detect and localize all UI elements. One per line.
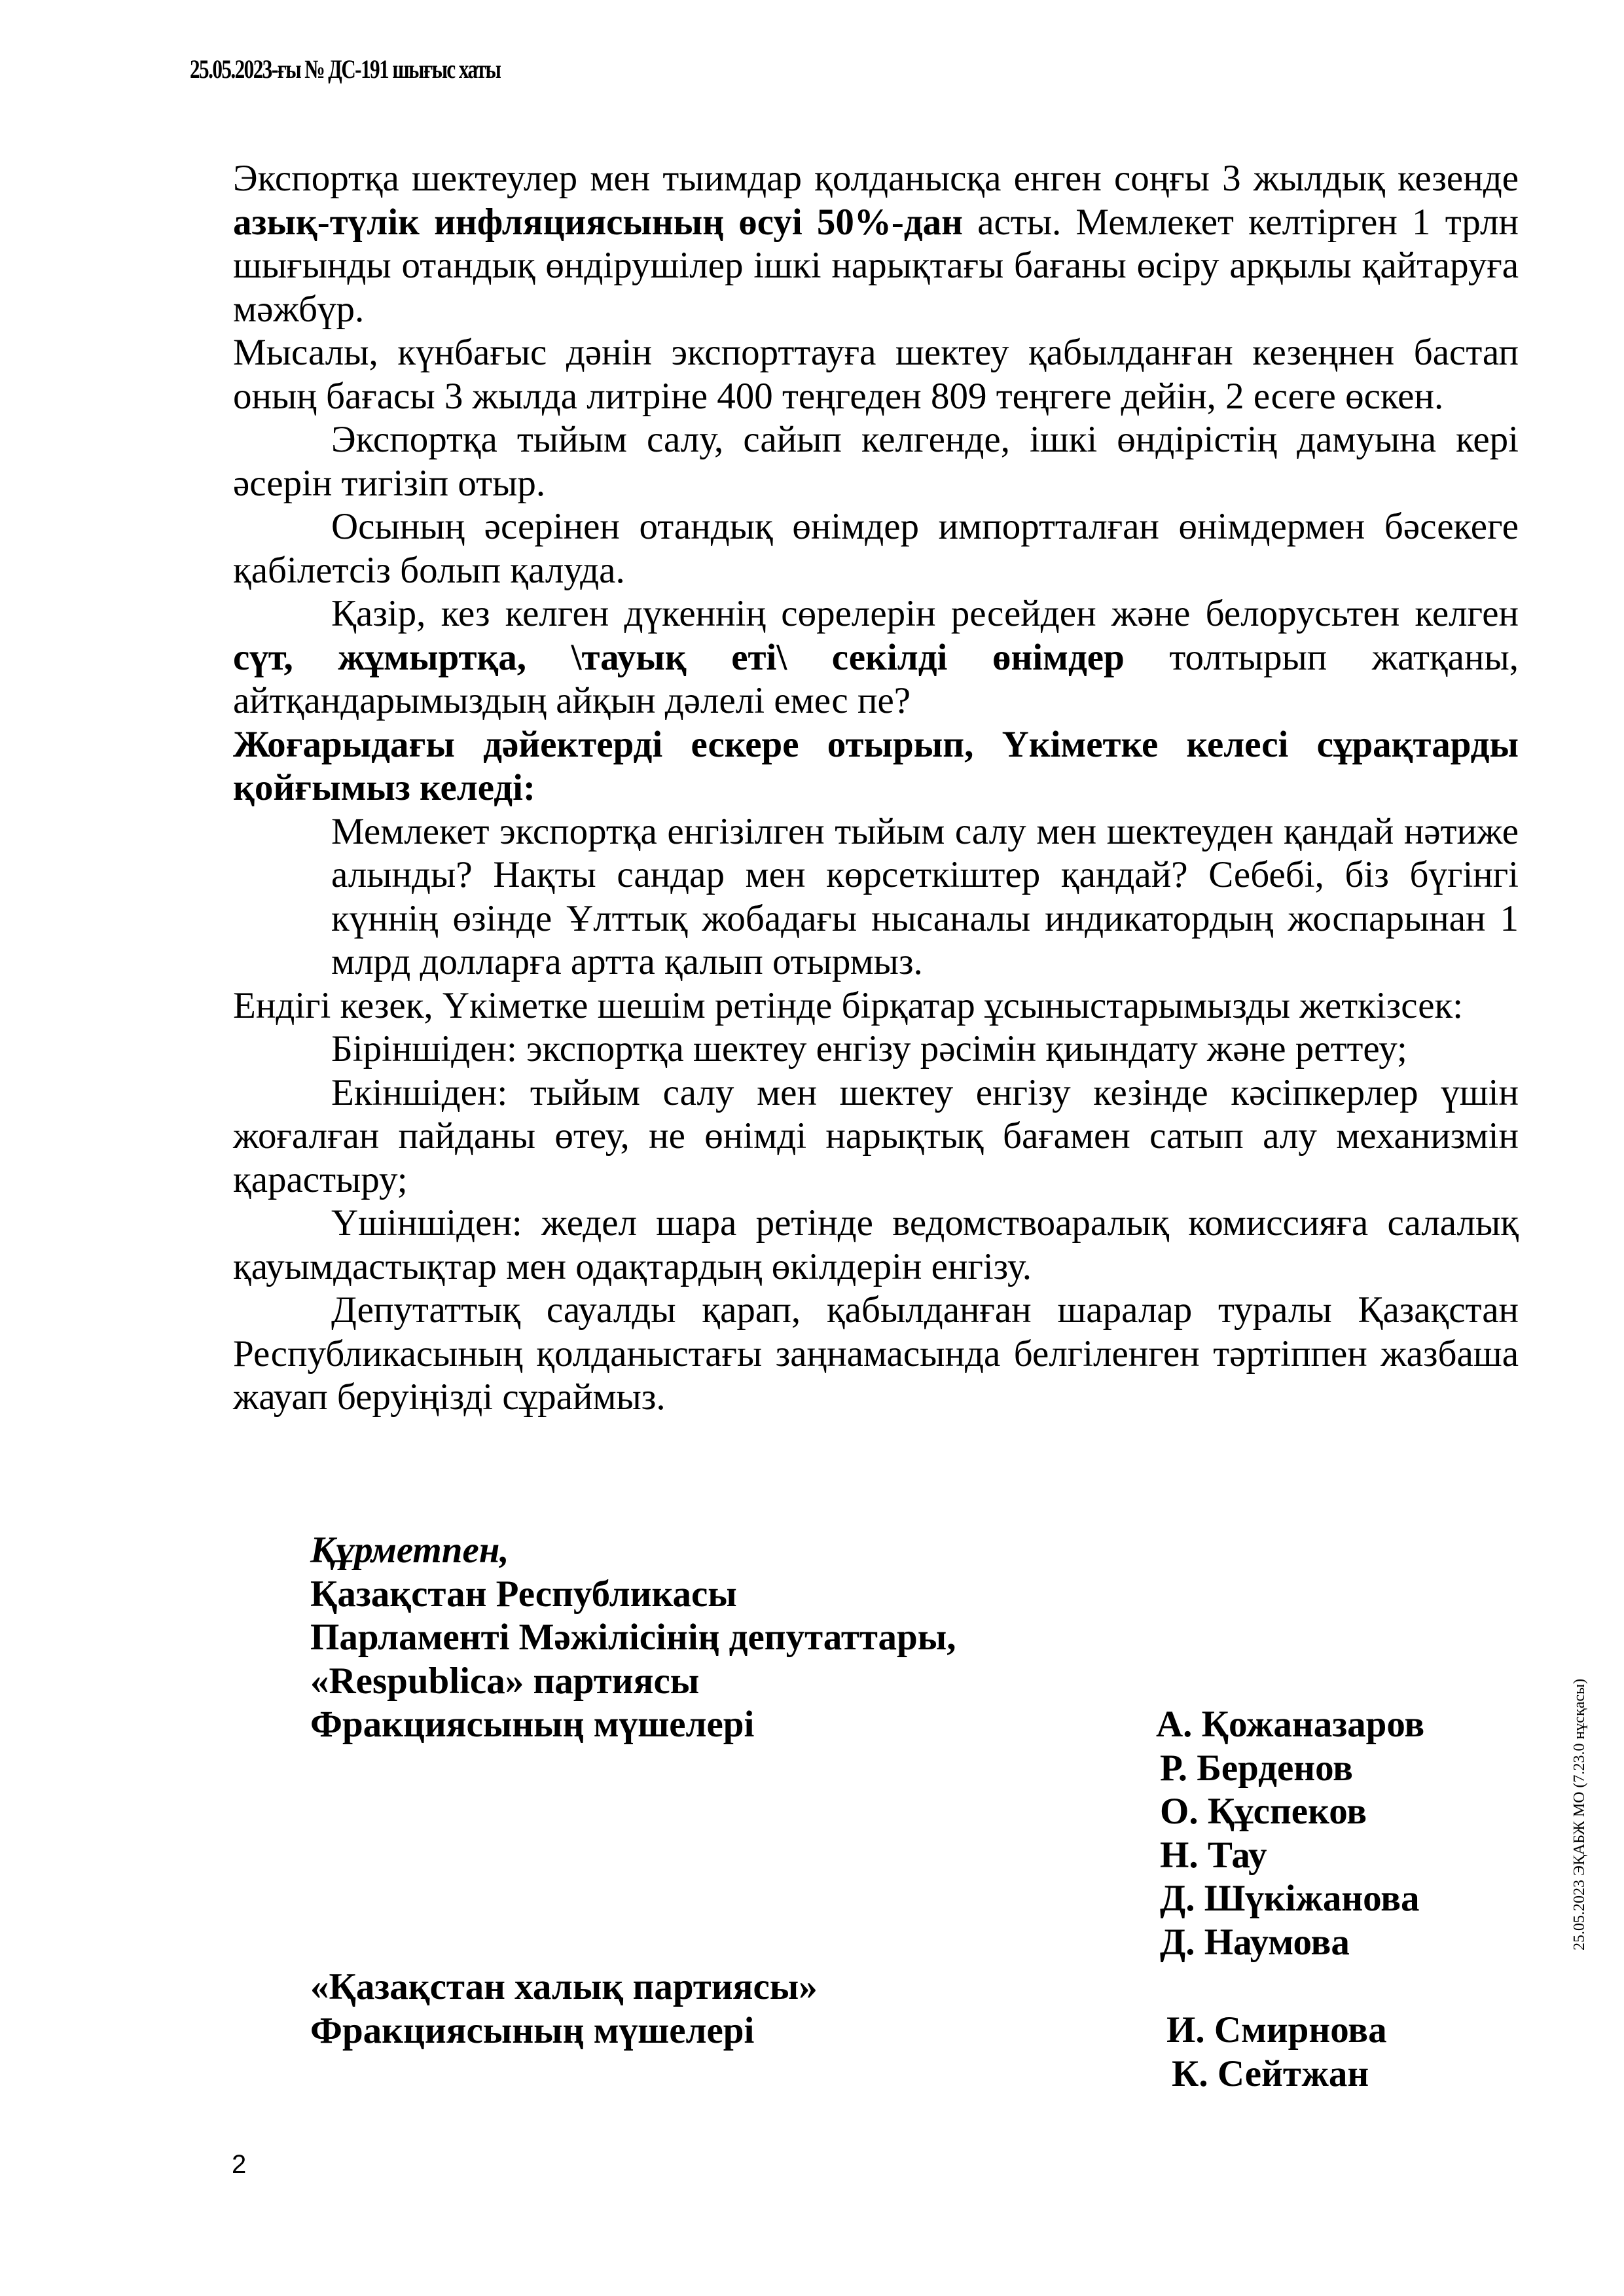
paragraph-questions-intro: Жоғарыдағы дәйектерді ескере отырып, Үкіметке келесі сұрақтарды қойғымыз келеді:	[233, 723, 1519, 808]
signature-block	[310, 1529, 956, 1747]
letter-body	[233, 157, 1519, 1420]
names-group-people-party	[1166, 2009, 1387, 2096]
page-number: 2	[232, 2150, 247, 2179]
proposal-second: Екіншіден: тыйым салу мен шектеу енгізу кезінде кәсіпкерлер үшін жоғалған пайданы өтеу, не өнімді нарықтық бағамен сатып алу механизмін қарастыру;	[233, 1071, 1519, 1200]
bold-emphasis: азық-түлік инфляциясының өсуі 50%-дан	[233, 201, 964, 243]
deputy-name: О. Құспеков	[1160, 1791, 1367, 1832]
signature-line: Қазақстан Республикасы	[310, 1573, 737, 1615]
paragraph-sunflower-example: Мысалы, күнбағыс дәнін экспорттауға шектеу қабылданған кезеңнен бастап оның бағасы 3 жылда литріне 400 теңгеден 809 теңгеге дейін, 2 есеге өскен.	[233, 332, 1519, 417]
signature-greeting: Құрметпен,	[310, 1530, 509, 1571]
paragraph-text: асты. Мемлекет келтірген 1 трлн шығынды отандық өндірушілер ішкі нарықтағы бағаны өсіру арқылы қайтаруға мәжбүр.	[233, 201, 1519, 330]
names-group-respublica	[1156, 1703, 1424, 1964]
deputy-name: Д. Наумова	[1160, 1921, 1350, 1963]
paragraph-competitiveness: Осының әсерінен отандық өнімдер импортталған өнімдермен бәсекеге қабілетсіз болып қалуда.	[233, 506, 1519, 591]
paragraph-store-shelves	[233, 592, 1519, 723]
deputy-name: А. Қожаназаров	[1156, 1704, 1425, 1745]
deputy-name: Д. Шүкіжанова	[1160, 1878, 1420, 1919]
signature-block-people-party	[310, 1965, 818, 2053]
paragraph-question: Мемлекет экспортқа енгізілген тыйым салу мен шектеуден қандай нәтиже алынды? Нақты сандар мен көрсеткіштер қандай? Себебі, біз бүгінгі күннің өзінде Ұлттық жобадағы нысаналы индикатордың жоспарынан 1 млрд долларға артта қалып отырмыз.	[331, 810, 1519, 982]
registration-stamp: 25.05.2023 ЭҚАБЖ МО (7.23.0 нұсқасы)	[1571, 1678, 1588, 1950]
deputy-name: К. Сейтжан	[1172, 2053, 1369, 2094]
deputy-name: Р. Берденов	[1160, 1747, 1353, 1789]
document-reference-header: 25.05.2023-ғы № ДС-191 шығыс хаты	[190, 54, 501, 84]
paragraph-text: Экспортқа шектеулер мен тыимдар қолданысқа енген соңғы 3 жылдық кезенде	[233, 158, 1519, 199]
signature-line: «Қазақстан халық партиясы»	[310, 1966, 818, 2007]
deputy-name: И. Смирнова	[1166, 2009, 1387, 2051]
deputy-name: Н. Тау	[1160, 1834, 1267, 1876]
paragraph-request: Депутаттық сауалды қарап, қабылданған шаралар туралы Қазақстан Республикасының қолданыстағы заңнамасында белгіленген тәртіппен жазбаша жауап беруіңізді сұраймыз.	[233, 1289, 1519, 1418]
signature-line: Парламенті Мәжілісінің депутаттары,	[310, 1617, 956, 1658]
paragraph-proposals-intro: Ендігі кезек, Үкіметке шешім ретінде бірқатар ұсыныстарымызды жеткізсек:	[233, 984, 1464, 1026]
signature-line: Фракциясының мүшелері	[310, 1704, 755, 1745]
paragraph-text: Қазір, кез келген дүкеннің сөрелерін ресейден және белорусьтен келген	[331, 593, 1519, 634]
proposal-third: Үшіншіден: жедел шара ретінде ведомствоаралық комиссияға салалық қауымдастықтар мен одақтардың өкілдерін енгізу.	[233, 1202, 1519, 1287]
signature-line: «Respublica» партиясы	[310, 1660, 700, 1702]
signature-line: Фракциясының мүшелері	[310, 2009, 755, 2051]
paragraph-export-ban: Экспортқа тыйым салу, сайып келгенде, ішкі өндірістің дамуына кері әсерін тигізіп отыр.	[233, 419, 1519, 504]
bold-emphasis: сүт, жұмыртқа, \тауық еті\ секілді өнімдер	[233, 636, 1125, 678]
paragraph-text: толтырып жатқаны, айтқандарымыздың айқын дәлелі емес пе?	[233, 636, 1519, 721]
proposal-first: Біріншіден: экспортқа шектеу енгізу рәсімін қиындату және реттеу;	[331, 1028, 1407, 1069]
paragraph-inflation	[233, 157, 1519, 331]
